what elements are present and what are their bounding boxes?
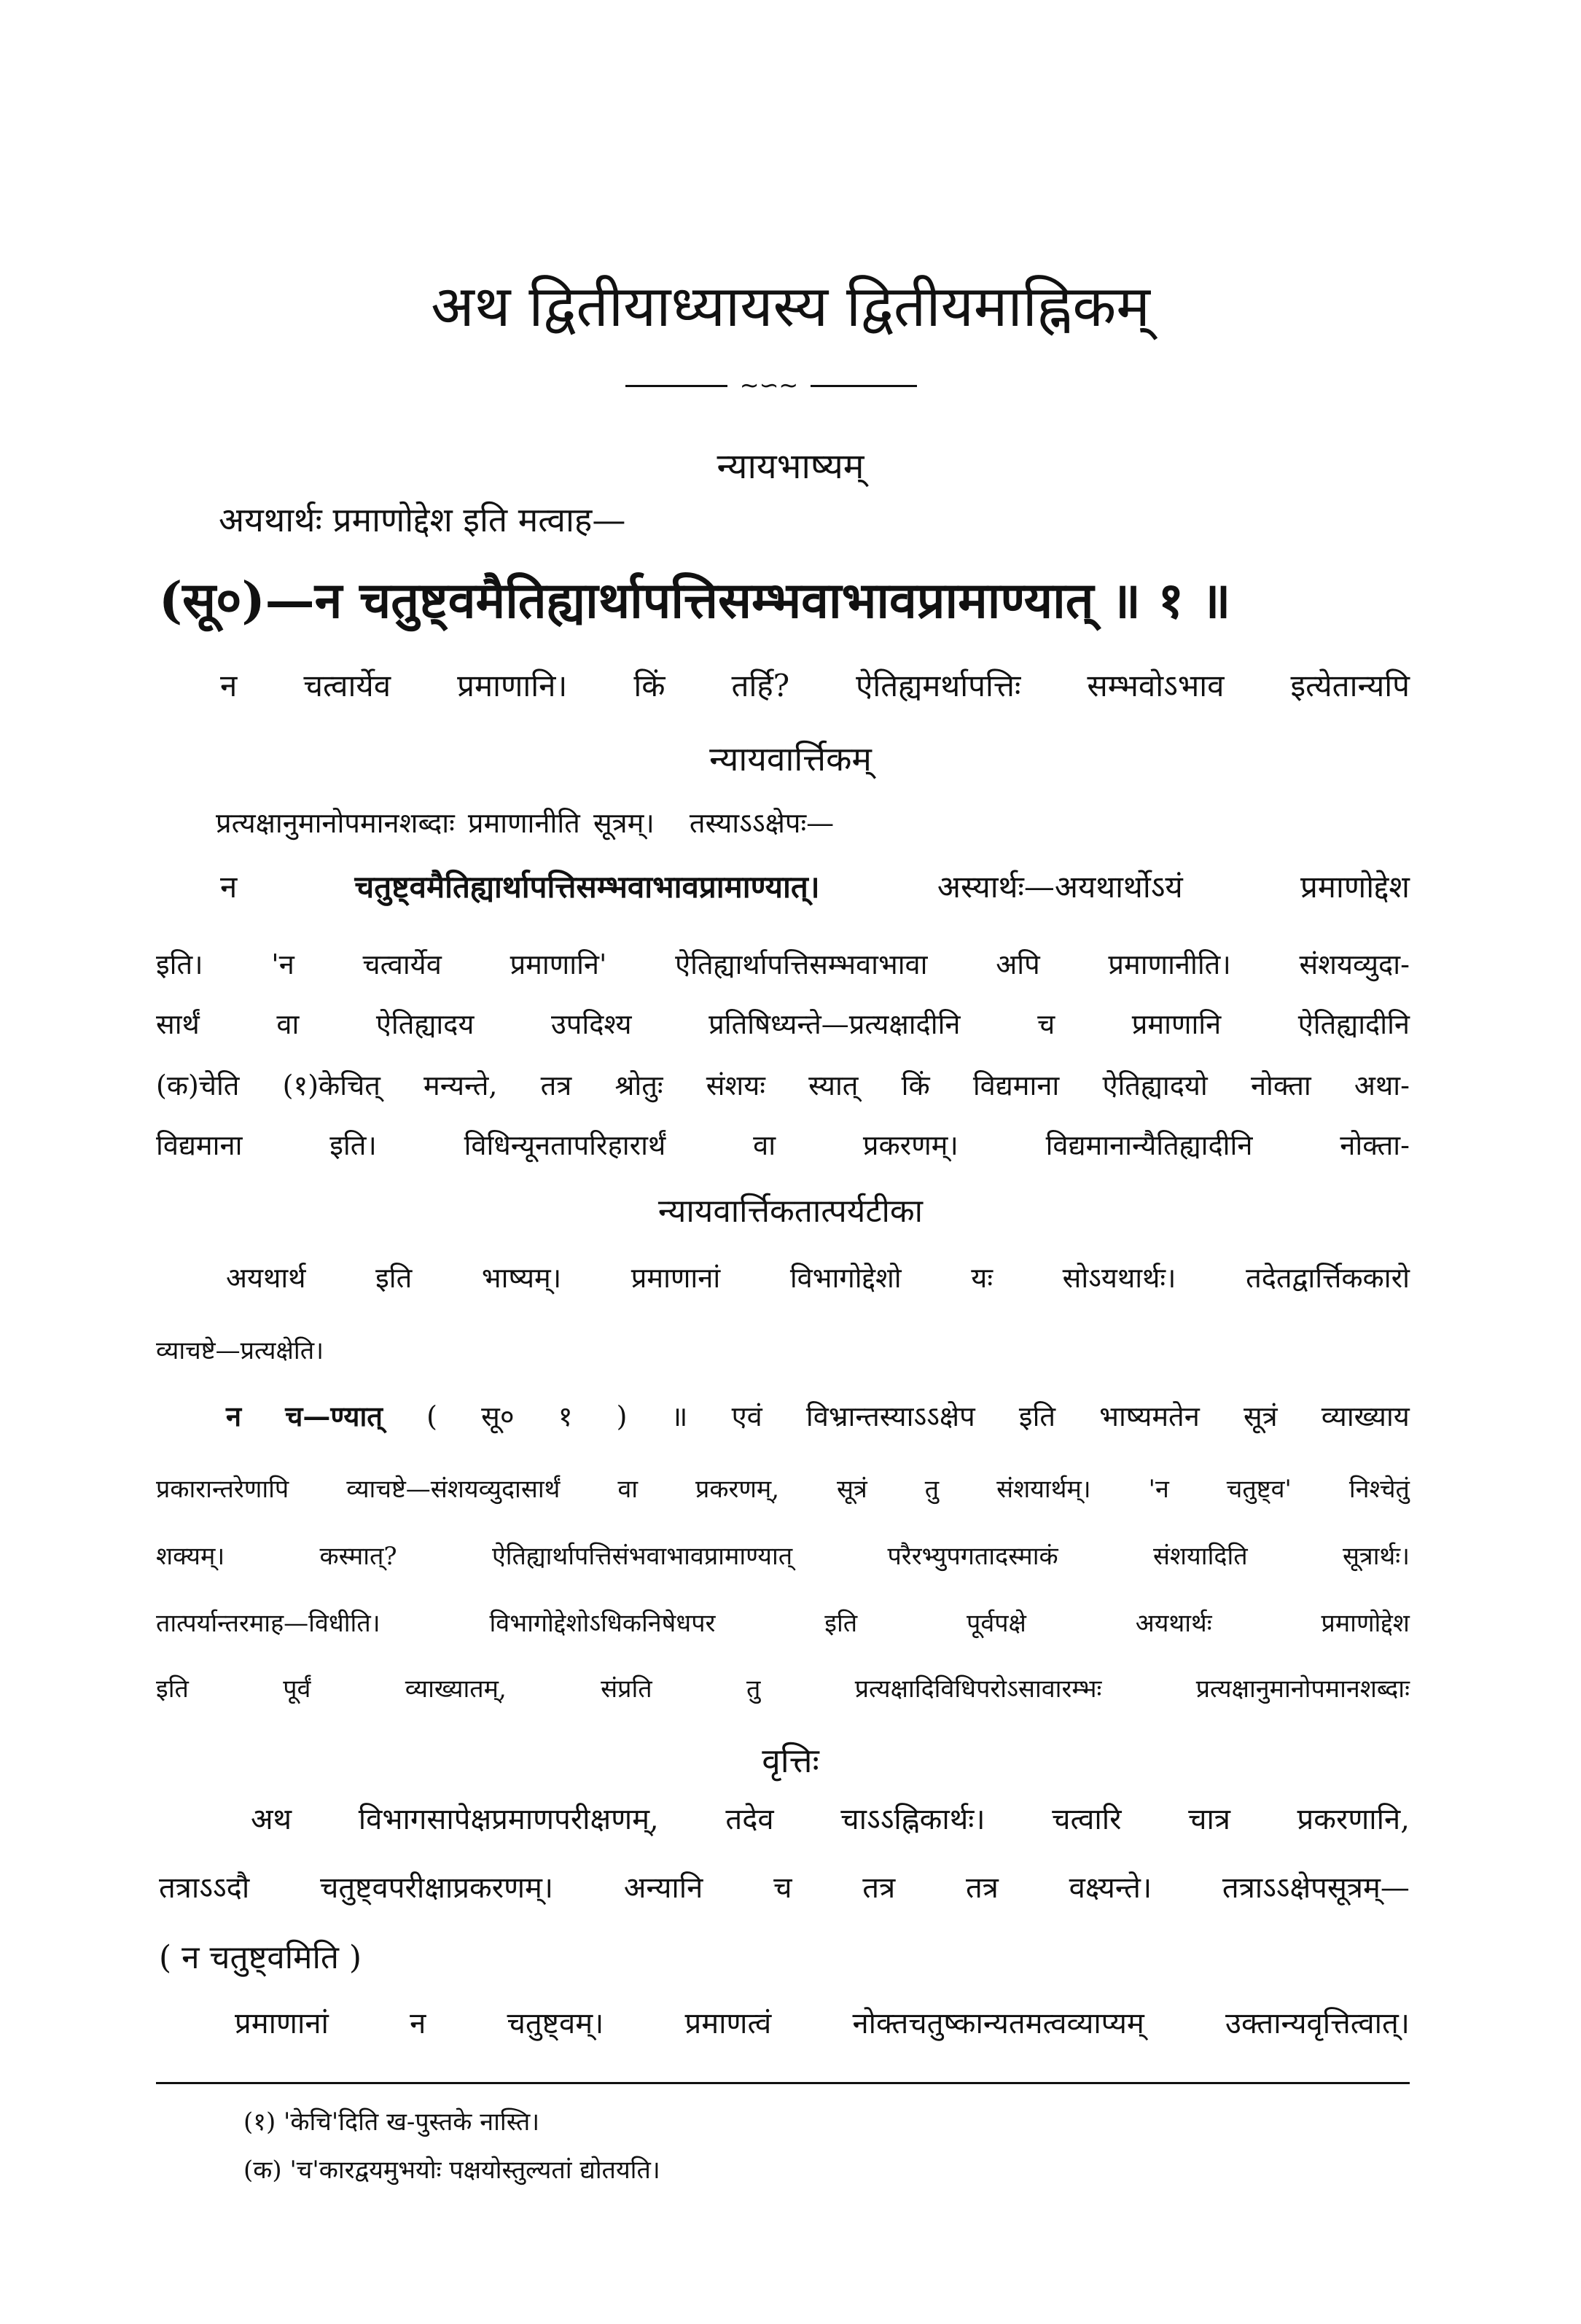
word: नोक्ता- bbox=[1340, 1129, 1410, 1161]
word: चतुष्ट्वम्। bbox=[507, 2007, 604, 2040]
word: प्रत्यक्षानुमानोपमानशब्दाः bbox=[216, 807, 455, 839]
word: इत्येतान्यपि bbox=[1290, 668, 1410, 703]
word: अन्यानि bbox=[623, 1871, 703, 1905]
word: स्यात् bbox=[808, 1069, 859, 1101]
word: प्रमाणानीति bbox=[467, 807, 580, 839]
word: संशयार्थम्। bbox=[996, 1475, 1091, 1504]
word: विद्यमाना bbox=[972, 1069, 1060, 1101]
word: चतुष्ट्व' bbox=[1226, 1475, 1292, 1504]
word: संशयव्युदा- bbox=[1299, 948, 1410, 980]
word: विद्यमानान्यैतिह्यादीनि bbox=[1045, 1129, 1253, 1161]
word: तत्राऽऽक्षेपसूत्रम्— bbox=[1222, 1871, 1410, 1905]
word: प्रमाणानां bbox=[235, 2007, 329, 2040]
word: प्रकरणानि, bbox=[1297, 1803, 1410, 1836]
word: ऐतिह्यार्थापत्तिसम्भवाभावा bbox=[675, 948, 928, 980]
word: ऐतिह्यादय bbox=[375, 1008, 475, 1040]
title-rule-right bbox=[811, 385, 917, 387]
word: विभ्रान्तस्याऽऽक्षेप bbox=[805, 1400, 975, 1432]
vartika-line-1 bbox=[216, 809, 834, 837]
word: परैरभ्युपगतादस्माकं bbox=[887, 1542, 1058, 1571]
word: तर्हि? bbox=[731, 668, 790, 703]
word: प्रमाणोद्देश bbox=[1300, 869, 1410, 905]
word: चतुष्ट्वमैतिह्यार्थापत्तिसम्भवाभावप्रामाण्यात्। bbox=[354, 869, 820, 905]
word: कस्मात्? bbox=[319, 1542, 397, 1571]
word: न bbox=[226, 1400, 242, 1432]
word: चाऽऽह्निकार्थः। bbox=[840, 1803, 985, 1836]
word: प्रकारान्तरेणापि bbox=[156, 1475, 289, 1504]
vritti-sutra-pratika bbox=[159, 1939, 362, 1976]
word: चतुष्ट्वपरीक्षाप्रकरणम्। bbox=[319, 1871, 554, 1905]
tika-line-5 bbox=[156, 1544, 1410, 1569]
word: अपि bbox=[996, 948, 1040, 980]
word: पूर्वं bbox=[283, 1674, 311, 1704]
word: वक्ष्यन्ते। bbox=[1069, 1871, 1152, 1905]
tika-line-2 bbox=[156, 1338, 324, 1363]
word: भाष्यम्। bbox=[481, 1262, 562, 1294]
word: प्रकरणम्, bbox=[695, 1475, 780, 1504]
word: विभागोद्देशो bbox=[789, 1262, 902, 1294]
word: प्रमाणोद्देश bbox=[1321, 1609, 1410, 1638]
word: सूत्रं bbox=[837, 1475, 867, 1504]
word: ॥ bbox=[671, 1400, 688, 1432]
word: तु bbox=[746, 1674, 761, 1704]
word: श्रोतुः bbox=[614, 1069, 663, 1101]
word: सूत्रम्। bbox=[593, 807, 655, 839]
word: चत्वार्येव bbox=[303, 668, 391, 703]
word: न bbox=[410, 2007, 426, 2040]
word: विभागोद्देशोऽधिकनिषेधपर bbox=[489, 1609, 716, 1638]
section-heading-vritti: वृत्तिः bbox=[762, 1741, 819, 1780]
word: प्रमाणानीति। bbox=[1108, 948, 1231, 980]
word: प्रमाणानि bbox=[1131, 1008, 1222, 1040]
word: ऐतिह्यमर्थापत्तिः bbox=[856, 668, 1021, 703]
word: उक्तान्यवृत्तित्वात्। bbox=[1225, 2007, 1410, 2040]
word: संशयादिति bbox=[1152, 1542, 1248, 1571]
word: विद्यमाना bbox=[156, 1129, 243, 1161]
word: च bbox=[773, 1871, 792, 1905]
word: च bbox=[1037, 1008, 1055, 1040]
vartika-line-6 bbox=[156, 1131, 1410, 1159]
word: ( न चतुष्ट्वमिति ) bbox=[159, 1939, 362, 1976]
word: व्याख्याय bbox=[1321, 1400, 1410, 1432]
word: वा bbox=[276, 1008, 300, 1040]
tika-line-7 bbox=[156, 1674, 1410, 1704]
word: तदेव bbox=[725, 1803, 774, 1836]
title-ornament: ~∽~ bbox=[739, 371, 799, 399]
word: अथा- bbox=[1354, 1069, 1410, 1101]
word: एवं bbox=[731, 1400, 762, 1432]
word: सार्थं bbox=[156, 1008, 200, 1040]
word: ऐतिह्यादीनि bbox=[1297, 1008, 1410, 1040]
tika-line-4 bbox=[156, 1477, 1410, 1502]
word: किं bbox=[633, 668, 665, 703]
word: 'न bbox=[1148, 1475, 1169, 1504]
word: यः bbox=[971, 1262, 993, 1294]
word: इति। bbox=[156, 948, 203, 980]
word: निश्चेतुं bbox=[1348, 1475, 1410, 1504]
word: (१)केचित् bbox=[282, 1069, 380, 1101]
vartika-line-3 bbox=[156, 948, 1410, 980]
vartika-line-2 bbox=[220, 869, 1410, 905]
word: तत्र bbox=[862, 1871, 896, 1905]
title-rule-left bbox=[625, 385, 727, 387]
word: प्रत्यक्षादिविधिपरोऽसावारम्भः bbox=[854, 1674, 1102, 1704]
word: अथ bbox=[251, 1803, 292, 1836]
word: इति bbox=[1018, 1400, 1056, 1432]
footnote-1: (१) 'केचि'दिति ख-पुस्तके नास्ति। bbox=[243, 2107, 540, 2137]
word: उपदिश्य bbox=[550, 1008, 632, 1040]
word: व्याचष्टे—संशयव्युदासार्थं bbox=[346, 1475, 561, 1504]
word: अयथार्थ bbox=[226, 1262, 306, 1294]
word: १ bbox=[558, 1400, 573, 1432]
bhashya-intro: अयथार्थः प्रमाणोद्देश इति मत्वाह— bbox=[219, 500, 626, 539]
tika-line-3 bbox=[226, 1400, 1410, 1432]
word: प्रमाणत्वं bbox=[684, 2007, 772, 2040]
word: चात्र bbox=[1188, 1803, 1230, 1836]
word: इति bbox=[375, 1262, 413, 1294]
word: विधिन्यूनतापरिहारार्थं bbox=[464, 1129, 666, 1161]
word: सूत्रार्थः। bbox=[1342, 1542, 1410, 1571]
vritti-line-1 bbox=[251, 1805, 1410, 1834]
word: प्रमाणानि' bbox=[510, 948, 607, 980]
word: प्रतिषिध्यन्ते—प्रत्यक्षादीनि bbox=[708, 1008, 961, 1040]
word: तदेतद्वार्त्तिककारो bbox=[1246, 1262, 1410, 1294]
word: प्रमाणानां bbox=[631, 1262, 721, 1294]
word: विभागसापेक्षप्रमाणपरीक्षणम्, bbox=[358, 1803, 659, 1836]
section-heading-tika: न्यायवार्त्तिकतात्पर्यटीका bbox=[657, 1193, 924, 1230]
chapter-title: अथ द्वितीयाध्यायस्य द्वितीयमाह्निकम् bbox=[431, 274, 1150, 340]
word: प्रकरणम्। bbox=[862, 1129, 959, 1161]
word: सूत्रं bbox=[1243, 1400, 1278, 1432]
word: च—ण्यात् bbox=[285, 1400, 383, 1432]
word: सम्भवोऽभाव bbox=[1087, 668, 1225, 703]
word: नोक्तचतुष्कान्यतमत्वव्याप्यम् bbox=[852, 2007, 1144, 2040]
word: ( bbox=[426, 1400, 437, 1432]
section-heading-bhashya: न्यायभाष्यम् bbox=[717, 446, 864, 487]
word: किं bbox=[901, 1069, 930, 1101]
word: इति। bbox=[329, 1129, 377, 1161]
word: संशयः bbox=[706, 1069, 765, 1101]
word: तस्याऽऽक्षेपः— bbox=[689, 807, 835, 839]
vartika-line-4 bbox=[156, 1010, 1410, 1038]
word: मन्यन्ते, bbox=[423, 1069, 498, 1101]
word: नोक्ता bbox=[1250, 1069, 1311, 1101]
vritti-line-2 bbox=[159, 1873, 1410, 1903]
word: पूर्वपक्षे bbox=[967, 1609, 1026, 1638]
word: न bbox=[220, 869, 238, 905]
word: इति bbox=[824, 1609, 858, 1638]
word: भाष्यमतेन bbox=[1099, 1400, 1200, 1432]
word: ) bbox=[616, 1400, 628, 1432]
word: सू० bbox=[481, 1400, 515, 1432]
word: ऐतिह्यादयो bbox=[1102, 1069, 1208, 1101]
footnote-rule bbox=[156, 2082, 1410, 2084]
word: अस्यार्थः—अयथार्थोऽयं bbox=[937, 869, 1183, 905]
word: न bbox=[220, 668, 238, 703]
word: तत्र bbox=[965, 1871, 999, 1905]
word: तत्र bbox=[540, 1069, 572, 1101]
word: इति bbox=[156, 1674, 189, 1704]
word: संप्रति bbox=[601, 1674, 652, 1704]
word: 'न bbox=[271, 948, 294, 980]
section-heading-vartika: न्यायवार्त्तिकम् bbox=[709, 739, 872, 779]
sutra-line: (सू०)—न चतुष्ट्वमैतिह्यार्थापत्तिसम्भवाभावप्रामाण्यात् ॥ १ ॥ bbox=[159, 572, 1231, 630]
word: (क)चेति bbox=[156, 1069, 240, 1101]
word: चत्वार्येव bbox=[362, 948, 442, 980]
word: तत्राऽऽदौ bbox=[159, 1871, 250, 1905]
word: सोऽयथार्थः। bbox=[1062, 1262, 1176, 1294]
footnote-2: (क) 'च'कारद्वयमुभयोः पक्षयोस्तुल्यतां द्योतयति। bbox=[243, 2156, 660, 2185]
word: वा bbox=[753, 1129, 776, 1161]
word: शक्यम्। bbox=[156, 1542, 225, 1571]
tika-line-1 bbox=[226, 1264, 1410, 1292]
word: प्रत्यक्षानुमानोपमानशब्दाः bbox=[1195, 1674, 1410, 1704]
word: तु bbox=[924, 1475, 940, 1504]
word: चत्वारि bbox=[1052, 1803, 1122, 1836]
word: तात्पर्यान्तरमाह—विधीति। bbox=[156, 1609, 380, 1638]
word: प्रमाणानि। bbox=[457, 668, 568, 703]
tika-line-6 bbox=[156, 1611, 1410, 1636]
word: व्याचष्टे—प्रत्यक्षेति। bbox=[156, 1336, 324, 1365]
vritti-line-4 bbox=[235, 2009, 1410, 2038]
bhashya-text bbox=[220, 668, 1410, 703]
word: अयथार्थः bbox=[1135, 1609, 1212, 1638]
word: ऐतिह्यार्थापत्तिसंभवाभावप्रामाण्यात् bbox=[491, 1542, 793, 1571]
word: व्याख्यातम्, bbox=[405, 1674, 507, 1704]
vartika-line-5 bbox=[156, 1069, 1410, 1101]
word: वा bbox=[617, 1475, 639, 1504]
